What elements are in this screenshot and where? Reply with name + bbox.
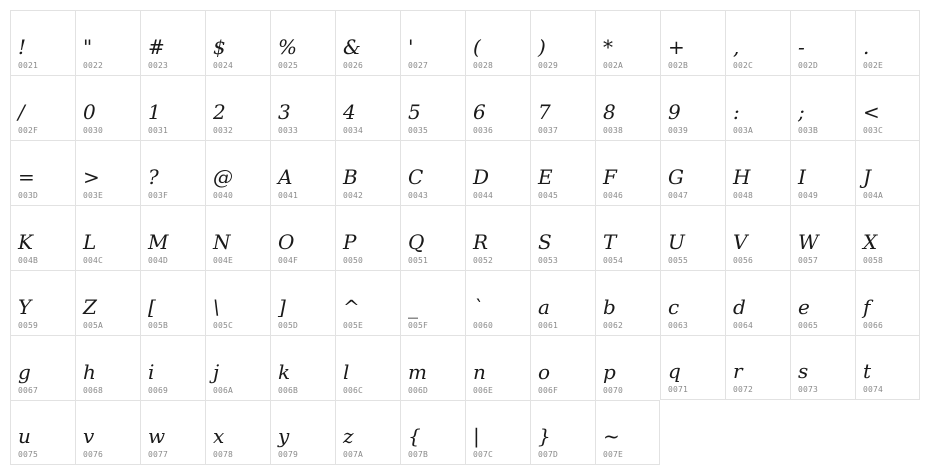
glyph-code: 003A — [733, 126, 754, 135]
glyph-char: w — [148, 424, 166, 448]
glyph-code: 0046 — [603, 191, 624, 200]
glyph-code: 0049 — [798, 191, 819, 200]
glyph-code: 005B — [148, 321, 169, 330]
glyph-char: U — [668, 230, 685, 254]
glyph-char: m — [408, 360, 427, 384]
glyph-code: 002F — [18, 126, 39, 135]
glyph-char: I — [798, 165, 806, 189]
glyph-cell — [400, 75, 465, 140]
glyph-cell — [140, 10, 205, 75]
glyph-cell — [335, 75, 400, 140]
glyph-code: 003B — [798, 126, 819, 135]
glyph-char: d — [733, 295, 746, 319]
glyph-code: 0022 — [83, 61, 104, 70]
glyph-cell — [10, 10, 75, 75]
glyph-char: C — [408, 165, 424, 189]
glyph-cell — [400, 140, 465, 205]
glyph-char: _ — [408, 295, 418, 319]
glyph-code: 0052 — [473, 256, 494, 265]
glyph-char: % — [278, 35, 298, 59]
glyph-code: 005F — [408, 321, 429, 330]
glyph-char: \ — [213, 295, 220, 319]
glyph-char: u — [18, 424, 31, 448]
glyph-code: 0075 — [18, 450, 39, 459]
glyph-char: g — [18, 360, 31, 384]
glyph-cell — [790, 205, 855, 270]
glyph-char: ! — [18, 35, 27, 59]
glyph-char: * — [603, 35, 613, 59]
glyph-code: 0040 — [213, 191, 234, 200]
glyph-cell — [140, 400, 205, 465]
glyph-code: 0027 — [408, 61, 429, 70]
glyph-code: 0065 — [798, 321, 819, 330]
glyph-code: 006F — [538, 386, 559, 395]
glyph-code: 0028 — [473, 61, 494, 70]
glyph-code: 0069 — [148, 386, 169, 395]
glyph-code: 0058 — [863, 256, 884, 265]
glyph-code: 0077 — [148, 450, 169, 459]
glyph-cell — [205, 140, 270, 205]
glyph-cell — [75, 335, 140, 400]
glyph-cell — [335, 400, 400, 465]
glyph-char: 1 — [148, 100, 161, 124]
glyph-char: < — [863, 100, 880, 124]
glyph-cell — [335, 335, 400, 400]
glyph-char: p — [603, 360, 616, 384]
glyph-code: 007A — [343, 450, 364, 459]
glyph-cell — [595, 270, 660, 335]
glyph-cell — [855, 140, 920, 205]
glyph-cell — [725, 10, 790, 75]
glyph-char: ` — [473, 295, 483, 319]
glyph-code: 007C — [473, 450, 494, 459]
glyph-char: ; — [798, 100, 805, 124]
glyph-char: K — [18, 230, 33, 254]
glyph-cell — [530, 270, 595, 335]
glyph-code: 0045 — [538, 191, 559, 200]
glyph-code: 0044 — [473, 191, 494, 200]
glyph-char: M — [148, 230, 169, 254]
glyph-code: 003D — [18, 191, 39, 200]
glyph-cell — [75, 400, 140, 465]
glyph-char: t — [863, 359, 872, 383]
glyph-code: 0070 — [603, 386, 624, 395]
glyph-char: D — [473, 165, 490, 189]
glyph-cell — [530, 10, 595, 75]
glyph-char: + — [668, 35, 685, 59]
glyph-cell — [595, 75, 660, 140]
glyph-code: 0048 — [733, 191, 754, 200]
glyph-char: 2 — [213, 100, 226, 124]
glyph-code: 0055 — [668, 256, 689, 265]
glyph-char: E — [538, 165, 553, 189]
glyph-char: } — [538, 424, 551, 448]
glyph-cell — [400, 400, 465, 465]
glyph-char: $ — [213, 35, 226, 59]
glyph-char: = — [18, 165, 35, 189]
glyph-char: ( — [473, 35, 481, 59]
glyph-char: J — [863, 165, 872, 189]
glyph-code: 006A — [213, 386, 234, 395]
glyph-code: 0062 — [603, 321, 624, 330]
glyph-cell — [465, 140, 530, 205]
glyph-cell — [10, 205, 75, 270]
glyph-cell — [205, 75, 270, 140]
glyph-cell — [725, 270, 790, 335]
glyph-code: 007B — [408, 450, 429, 459]
glyph-char: f — [863, 295, 871, 319]
glyph-cell — [400, 335, 465, 400]
glyph-cell — [140, 75, 205, 140]
glyph-char: k — [278, 360, 291, 384]
glyph-cell — [660, 205, 725, 270]
glyph-char: 0 — [83, 100, 96, 124]
glyph-cell — [530, 335, 595, 400]
glyph-cell — [270, 270, 335, 335]
glyph-cell — [595, 10, 660, 75]
glyph-char: q — [668, 359, 681, 383]
glyph-code: 007E — [603, 450, 624, 459]
glyph-cell — [270, 140, 335, 205]
glyph-cell — [270, 10, 335, 75]
glyph-code: 0043 — [408, 191, 429, 200]
glyph-cell — [465, 205, 530, 270]
glyph-cell — [595, 205, 660, 270]
glyph-char: 5 — [408, 100, 421, 124]
glyph-code: 0057 — [798, 256, 819, 265]
glyph-cell — [530, 400, 595, 465]
glyph-code: 0024 — [213, 61, 234, 70]
glyph-cell — [725, 75, 790, 140]
glyph-char: 8 — [603, 100, 616, 124]
glyph-cell — [725, 140, 790, 205]
glyph-code: 0067 — [18, 386, 39, 395]
glyph-char: / — [18, 100, 25, 124]
glyph-code: 0041 — [278, 191, 299, 200]
glyph-code: 0050 — [343, 256, 364, 265]
glyph-cell — [270, 205, 335, 270]
glyph-cell — [205, 335, 270, 400]
glyph-code: 0026 — [343, 61, 364, 70]
glyph-cell — [75, 205, 140, 270]
glyph-cell — [400, 10, 465, 75]
glyph-cell — [270, 400, 335, 465]
glyph-char: 6 — [473, 100, 486, 124]
glyph-cell — [660, 10, 725, 75]
glyph-cell — [205, 270, 270, 335]
glyph-code: 005D — [278, 321, 299, 330]
glyph-char: F — [603, 165, 617, 189]
glyph-cell — [205, 205, 270, 270]
glyph-char: 3 — [278, 100, 291, 124]
glyph-char: o — [538, 360, 551, 384]
glyph-cell — [790, 270, 855, 335]
glyph-char: R — [473, 230, 489, 254]
glyph-code: 0073 — [798, 385, 819, 394]
glyph-code: 0063 — [668, 321, 689, 330]
glyph-code: 0056 — [733, 256, 754, 265]
glyph-code: 002E — [863, 61, 884, 70]
glyph-char: ? — [148, 165, 159, 189]
glyph-cell — [660, 140, 725, 205]
glyph-code: 004E — [213, 256, 234, 265]
glyph-code: 0032 — [213, 126, 234, 135]
glyph-code: 0060 — [473, 321, 494, 330]
glyph-char: s — [798, 359, 809, 383]
glyph-code: 0023 — [148, 61, 169, 70]
glyph-cell — [335, 270, 400, 335]
glyph-code: 0054 — [603, 256, 624, 265]
glyph-cell — [75, 10, 140, 75]
glyph-char: P — [343, 230, 357, 254]
glyph-cell — [465, 270, 530, 335]
glyph-cell — [595, 335, 660, 400]
glyph-cell — [660, 75, 725, 140]
glyph-cell — [270, 335, 335, 400]
glyph-char: A — [278, 165, 293, 189]
glyph-char: " — [83, 35, 93, 59]
glyph-cell — [855, 270, 920, 335]
glyph-char: v — [83, 424, 95, 448]
glyph-code: 0034 — [343, 126, 364, 135]
glyph-char: r — [733, 359, 743, 383]
glyph-cell — [205, 400, 270, 465]
glyph-cell — [75, 75, 140, 140]
glyph-code: 0030 — [83, 126, 104, 135]
glyph-char: & — [343, 35, 361, 59]
glyph-cell — [790, 75, 855, 140]
glyph-code: 006C — [343, 386, 364, 395]
glyph-cell — [855, 10, 920, 75]
glyph-code: 0035 — [408, 126, 429, 135]
glyph-cell — [140, 270, 205, 335]
glyph-cell — [140, 205, 205, 270]
glyph-code: 0036 — [473, 126, 494, 135]
glyph-cell — [400, 270, 465, 335]
glyph-code: 0047 — [668, 191, 689, 200]
glyph-cell — [205, 10, 270, 75]
glyph-char: Z — [83, 295, 97, 319]
glyph-char: 9 — [668, 100, 681, 124]
glyph-code: 0037 — [538, 126, 559, 135]
glyph-code: 004F — [278, 256, 299, 265]
glyph-cell — [10, 140, 75, 205]
glyph-code: 002B — [668, 61, 689, 70]
glyph-cell — [725, 335, 790, 400]
glyph-code: 004B — [18, 256, 39, 265]
glyph-cell — [270, 75, 335, 140]
glyph-code: 0039 — [668, 126, 689, 135]
glyph-cell — [335, 205, 400, 270]
glyph-char: Y — [18, 295, 32, 319]
glyph-cell — [140, 335, 205, 400]
glyph-char: V — [733, 230, 748, 254]
glyph-char: 7 — [538, 100, 551, 124]
glyph-code: 002C — [733, 61, 754, 70]
glyph-code: 0053 — [538, 256, 559, 265]
glyph-code: 0068 — [83, 386, 104, 395]
glyph-code: 004C — [83, 256, 104, 265]
glyph-code: 0031 — [148, 126, 169, 135]
glyph-cell — [725, 205, 790, 270]
glyph-cell — [465, 10, 530, 75]
glyph-cell — [465, 400, 530, 465]
glyph-grid — [10, 10, 920, 465]
glyph-code: 003E — [83, 191, 104, 200]
glyph-char: , — [733, 35, 740, 59]
glyph-code: 005E — [343, 321, 364, 330]
glyph-char: j — [213, 360, 220, 384]
glyph-char: - — [798, 35, 805, 59]
glyph-char: # — [148, 35, 165, 59]
glyph-char: ' — [408, 35, 414, 59]
glyph-char: | — [473, 424, 480, 448]
glyph-code: 0076 — [83, 450, 104, 459]
glyph-code: 006B — [278, 386, 299, 395]
glyph-code: 0071 — [668, 385, 689, 394]
glyph-cell — [75, 270, 140, 335]
glyph-char: W — [798, 230, 819, 254]
glyph-code: 005A — [83, 321, 104, 330]
glyph-char: 4 — [343, 100, 356, 124]
glyph-cell — [530, 205, 595, 270]
glyph-cell — [855, 75, 920, 140]
glyph-char: ] — [278, 295, 286, 319]
glyph-char: [ — [148, 295, 156, 319]
glyph-code: 003C — [863, 126, 884, 135]
glyph-char: L — [83, 230, 97, 254]
glyph-char: z — [343, 424, 354, 448]
glyph-cell — [660, 270, 725, 335]
glyph-code: 0033 — [278, 126, 299, 135]
glyph-char: > — [83, 165, 100, 189]
glyph-char: a — [538, 295, 550, 319]
glyph-char: : — [733, 100, 740, 124]
glyph-code: 0061 — [538, 321, 559, 330]
glyph-code: 003F — [148, 191, 169, 200]
glyph-char: e — [798, 295, 810, 319]
glyph-cell — [855, 335, 920, 400]
glyph-cell — [10, 400, 75, 465]
glyph-cell — [595, 140, 660, 205]
glyph-code: 002A — [603, 61, 624, 70]
glyph-code: 0038 — [603, 126, 624, 135]
glyph-code: 0051 — [408, 256, 429, 265]
glyph-code: 0059 — [18, 321, 39, 330]
glyph-char: ^ — [343, 295, 360, 319]
glyph-char: X — [863, 230, 878, 254]
glyph-char: @ — [213, 165, 233, 189]
glyph-char: ~ — [603, 424, 620, 448]
glyph-cell — [790, 140, 855, 205]
glyph-cell — [530, 140, 595, 205]
glyph-char: x — [213, 424, 225, 448]
glyph-code: 0079 — [278, 450, 299, 459]
glyph-code: 005C — [213, 321, 234, 330]
glyph-char: ) — [538, 35, 546, 59]
glyph-cell — [10, 335, 75, 400]
glyph-char: . — [863, 35, 870, 59]
glyph-code: 0074 — [863, 385, 884, 394]
glyph-char: O — [278, 230, 295, 254]
glyph-cell — [10, 270, 75, 335]
glyph-cell — [530, 75, 595, 140]
glyph-code: 0078 — [213, 450, 234, 459]
glyph-char: { — [408, 424, 421, 448]
glyph-char: N — [213, 230, 231, 254]
glyph-cell — [335, 10, 400, 75]
glyph-char: y — [278, 424, 290, 448]
glyph-code: 0042 — [343, 191, 364, 200]
glyph-cell — [400, 205, 465, 270]
glyph-cell — [790, 335, 855, 400]
glyph-char: T — [603, 230, 617, 254]
glyph-code: 004D — [148, 256, 169, 265]
glyph-char: H — [733, 165, 751, 189]
glyph-code: 0064 — [733, 321, 754, 330]
glyph-cell — [10, 75, 75, 140]
glyph-code: 006E — [473, 386, 494, 395]
glyph-char: Q — [408, 230, 425, 254]
glyph-code: 0066 — [863, 321, 884, 330]
glyph-char: h — [83, 360, 96, 384]
glyph-cell — [335, 140, 400, 205]
glyph-char: B — [343, 165, 358, 189]
glyph-cell — [140, 140, 205, 205]
glyph-cell — [790, 10, 855, 75]
glyph-char: i — [148, 360, 155, 384]
glyph-cell — [465, 335, 530, 400]
glyph-code: 007D — [538, 450, 559, 459]
glyph-char: c — [668, 295, 680, 319]
glyph-char: l — [343, 360, 350, 384]
glyph-code: 0029 — [538, 61, 559, 70]
glyph-code: 0021 — [18, 61, 39, 70]
glyph-cell — [465, 75, 530, 140]
glyph-code: 006D — [408, 386, 429, 395]
glyph-code: 0072 — [733, 385, 754, 394]
glyph-cell — [855, 205, 920, 270]
glyph-char: G — [668, 165, 684, 189]
glyph-char: b — [603, 295, 616, 319]
glyph-cell — [660, 335, 725, 400]
glyph-cell — [75, 140, 140, 205]
glyph-code: 002D — [798, 61, 819, 70]
glyph-cell — [595, 400, 660, 465]
glyph-code: 0025 — [278, 61, 299, 70]
glyph-char: n — [473, 360, 486, 384]
glyph-code: 004A — [863, 191, 884, 200]
glyph-char: S — [538, 230, 552, 254]
